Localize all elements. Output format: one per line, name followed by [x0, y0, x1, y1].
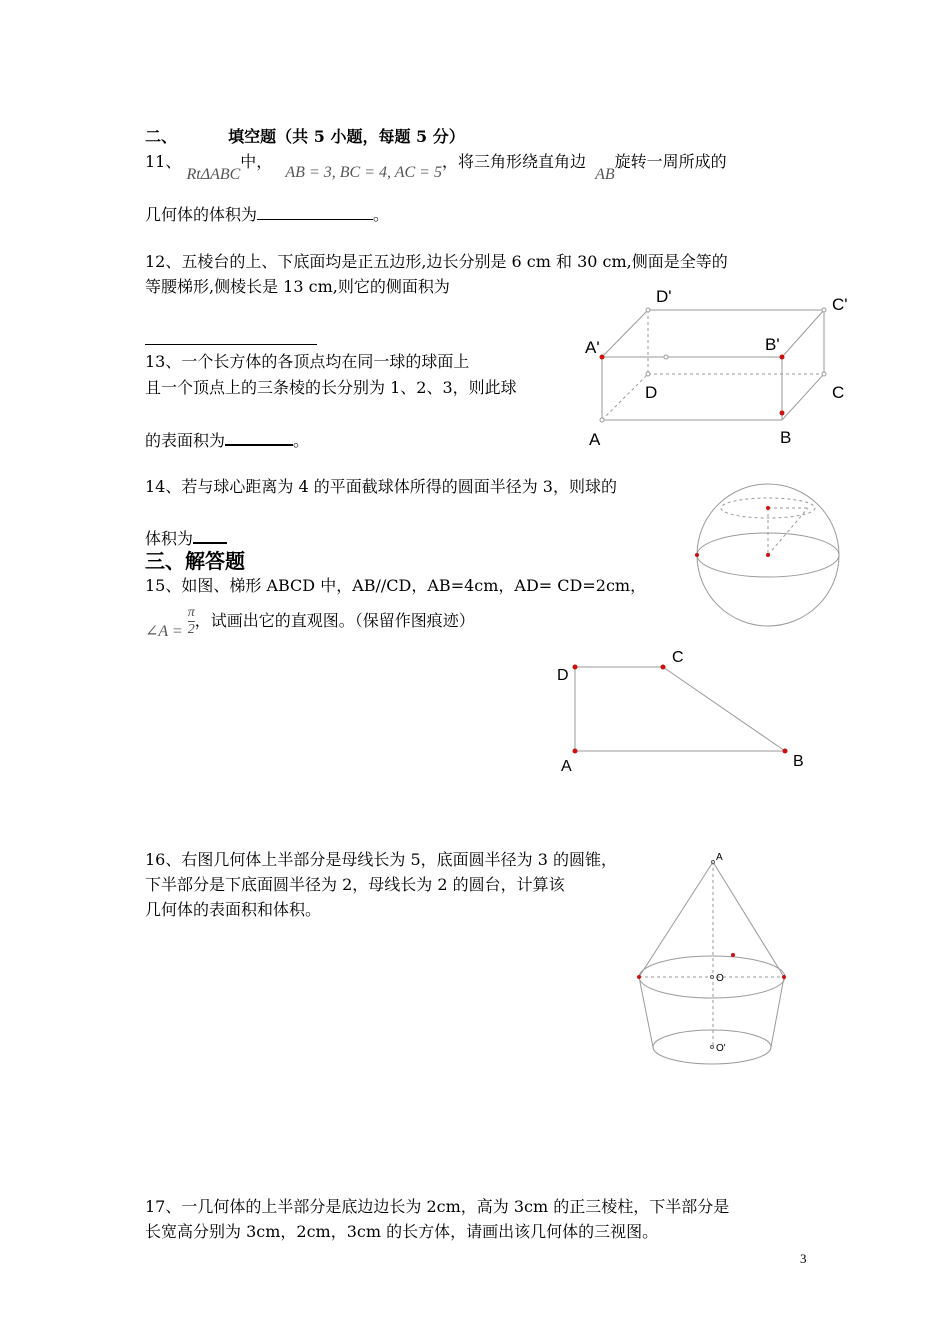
q11-math-triangle: RtΔABC	[186, 166, 241, 183]
q17-line2: 长宽高分别为 3cm，2cm，3cm 的长方体，请画出该几何体的三视图。	[145, 1222, 659, 1241]
label-c: C	[832, 383, 845, 402]
cone-left-generatrix	[639, 862, 713, 977]
frustum-left-generatrix	[639, 977, 653, 1047]
label-b: B	[780, 428, 792, 447]
cone-base-back-point	[731, 953, 735, 957]
cone-label-op: O'	[716, 1043, 726, 1054]
q13-line2: 且一个顶点上的三条棱的长分别为 1、2、3，则此球	[145, 378, 517, 397]
q11-line2-text: 几何体的体积为	[145, 205, 258, 224]
label-ap: A'	[585, 338, 600, 357]
q13-line1: 13、一个长方体的各顶点均在同一球的球面上	[145, 352, 470, 371]
center-op-point	[711, 1046, 714, 1049]
label-dp: D'	[656, 287, 672, 306]
q14-line1: 14、若与球心距离为 4 的平面截球体所得的圆面半径为 3，则球的	[145, 477, 617, 496]
q11-math-ab: AB	[595, 166, 615, 183]
q16-line1: 16、右图几何体上半部分是母线长为 5，底面圆半径为 3 的圆锥，	[145, 850, 617, 869]
cone-base-left-point	[637, 975, 641, 979]
center-o-point	[711, 976, 714, 979]
page-number: 3	[800, 1251, 807, 1266]
q11-math-sides: AB = 3, BC = 4, AC = 5	[285, 164, 442, 181]
trap-label-b: B	[793, 753, 804, 770]
trap-label-a: A	[561, 758, 572, 775]
q16-line2: 下半部分是下底面圆半径为 2，母线长为 2 的圆台，计算该	[145, 875, 565, 894]
q12-line2: 等腰梯形,侧棱长是 13 cm,则它的侧面积为	[145, 277, 450, 296]
label-bp: B'	[765, 335, 780, 354]
q13-end: 。	[293, 431, 310, 450]
q15-line2-text: ，试画出它的直观图。（保留作图痕迹）	[194, 611, 475, 630]
section-3-heading: 三、解答题	[145, 549, 245, 573]
label-cp: C'	[832, 295, 848, 314]
q14-line2-text: 体积为	[145, 529, 194, 548]
trap-label-d: D	[557, 667, 569, 684]
label-a: A	[589, 430, 601, 449]
apex-point	[712, 861, 715, 864]
q11-text1: 中，	[240, 152, 273, 171]
section-2-title: 填空题（共 5 小题，每题 5 分）	[228, 127, 465, 146]
q13-line3-text: 的表面积为	[145, 431, 226, 450]
q16-line3: 几何体的表面积和体积。	[145, 900, 322, 919]
q11-text2: ，将三角形绕直角边	[441, 152, 586, 171]
q11-end: 。	[373, 205, 390, 224]
q15-angle: ∠A =	[145, 623, 183, 640]
cone-right-generatrix	[713, 862, 784, 977]
q12-line1: 12、五棱台的上、下底面均是正五边形,边长分别是 6 cm 和 30 cm,侧面是全等的	[145, 252, 728, 271]
trap-label-c: C	[672, 649, 684, 666]
q11-number: 11、	[145, 152, 182, 171]
cone-base-right-point	[782, 975, 786, 979]
section-2-number: 二、	[145, 127, 178, 146]
frustum-right-generatrix	[771, 977, 784, 1047]
cone-label-o: O	[716, 973, 724, 984]
q17-line1: 17、一几何体的上半部分是底边边长为 2cm，高为 3cm 的正三棱柱，下半部分是	[145, 1197, 730, 1216]
q15-frac-den: 2	[187, 622, 195, 637]
q15-frac-num: π	[187, 605, 195, 620]
q15-line1: 15、如图、梯形 ABCD 中，AB//CD，AB=4cm，AD= CD=2cm，	[145, 576, 647, 595]
q11-text3: 旋转一周所成的	[614, 152, 727, 171]
cone-label-a: A	[716, 852, 723, 863]
label-d: D	[645, 383, 658, 402]
